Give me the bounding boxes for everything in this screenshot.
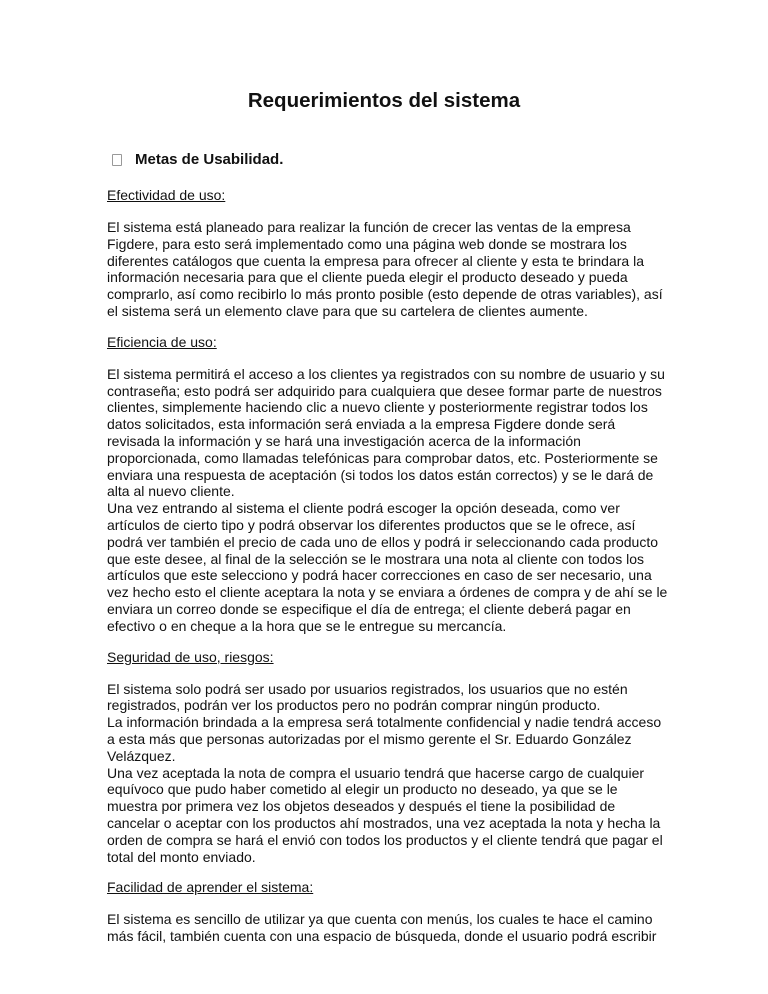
bullet-heading [112, 151, 283, 168]
text-line: revisada la información y se hará una investigación acerca de la información [107, 432, 581, 449]
section-heading-eficiencia: Eficiencia de uso: [107, 333, 217, 350]
text-line: datos solicitados, esta información será enviada a la empresa Figdere donde será [107, 416, 616, 433]
text-line: proporcionada, como llamadas telefónicas para comprobar datos, etc. Posteriormente se [107, 449, 658, 466]
section-heading-facilidad: Facilidad de aprender el sistema: [107, 879, 314, 896]
text-line: total del monto enviado. [107, 848, 256, 865]
text-line: muestra por primera vez los objetos deseados y después el tiene la posibilidad de [107, 798, 616, 815]
text-line: comprarlo, así como recibirlo lo más pronto posible (esto depende de otras variables), así [107, 286, 663, 303]
text-line: Velázquez. [107, 747, 176, 764]
section-body-efectividad [107, 219, 747, 320]
text-line: Figdere, para esto será implementado como una página web donde se mostrara los [107, 235, 627, 252]
text-line: vez hecho esto el cliente aceptara la nota y se enviara a órdenes de compra y de ahí se le [107, 584, 668, 601]
section-body-facilidad [107, 911, 747, 945]
section-body-eficiencia [107, 366, 747, 635]
text-line: registrados, podrán ver los productos pero no podrán comprar ningún producto. [107, 697, 601, 714]
text-line: a esta más que personas autorizadas por el mismo gerente el Sr. Eduardo González [107, 730, 632, 747]
text-line: enviara un correo donde se especifique el día de entrega; el cliente deberá pagar en [107, 600, 631, 617]
text-line: enviara una respuesta de aceptación (si todos los datos están correctos) y se le dará de [107, 466, 654, 483]
section-body-seguridad [107, 681, 747, 866]
bullet-heading-text: Metas de Usabilidad. [135, 151, 284, 168]
text-line: Una vez aceptada la nota de compra el usuario tendrá que hacerse cargo de cualquier [107, 764, 645, 781]
text-line: el sistema será un elemento clave para que su cartelera de clientes aumente. [107, 302, 588, 319]
page-title: Requerimientos del sistema [247, 89, 521, 112]
text-line: contraseña; esto podrá ser adquirido para cualquiera que desee formar parte de nuestros [107, 382, 662, 399]
bullet-box-icon [112, 154, 122, 166]
text-line: diferentes catálogos que cuenta la empresa para ofrecer al cliente y esta te brindara la [107, 252, 644, 269]
text-line: cancelar o aceptar con los productos ahí mostrados, una vez aceptada la nota y hecha la [107, 814, 661, 831]
text-line: El sistema es sencillo de utilizar ya que cuenta con menús, los cuales te hace el camino [107, 911, 653, 928]
document-body [107, 187, 747, 959]
text-line: orden de compra se hará el envió con todos los productos y el cliente tendrá que pagar el [107, 831, 663, 848]
section-heading-seguridad: Seguridad de uso, riesgos: [107, 648, 274, 665]
text-line: alta al nuevo cliente. [107, 483, 235, 500]
text-line: artículos que este selecciono y podrá hacer correcciones en caso de ser necesario, una [107, 567, 652, 584]
text-line: información necesaria para que el cliente pueda elegir el producto deseado y pueda [107, 269, 628, 286]
text-line: Una vez entrando al sistema el cliente podrá escoger la opción deseada, como ver [107, 500, 620, 517]
text-line: La información brindada a la empresa será totalmente confidencial y nadie tendrá acceso [107, 714, 662, 731]
text-line: más fácil, también cuenta con una espacio de búsqueda, donde el usuario podrá escribir [107, 928, 657, 945]
section-heading-efectividad: Efectividad de uso: [107, 187, 226, 203]
text-line: podrá ver también el precio de cada uno de ellos y podrá ir seleccionando cada producto [107, 533, 659, 550]
text-line: que este desee, al final de la selección se le mostrara una nota al cliente con todos los [107, 550, 644, 567]
text-line: artículos de cierto tipo y podrá observar los diferentes productos que se le ofrece, así [107, 516, 636, 533]
text-line: El sistema permitirá el acceso a los clientes ya registrados con su nombre de usuario y su [107, 365, 665, 382]
text-line: El sistema está planeado para realizar la función de crecer las ventas de la empresa [107, 219, 631, 235]
text-line: efectivo o en cheque a la hora que se le entregue su mercancía. [107, 617, 507, 634]
text-line: clientes, simplemente haciendo clic a nuevo cliente y posteriormente registrar todos los [107, 399, 648, 416]
text-line: equívoco que pudo haber cometido al elegir un producto no deseado, ya que se le [107, 781, 618, 798]
text-line: El sistema solo podrá ser usado por usuarios registrados, los usuarios que no estén [107, 680, 628, 697]
